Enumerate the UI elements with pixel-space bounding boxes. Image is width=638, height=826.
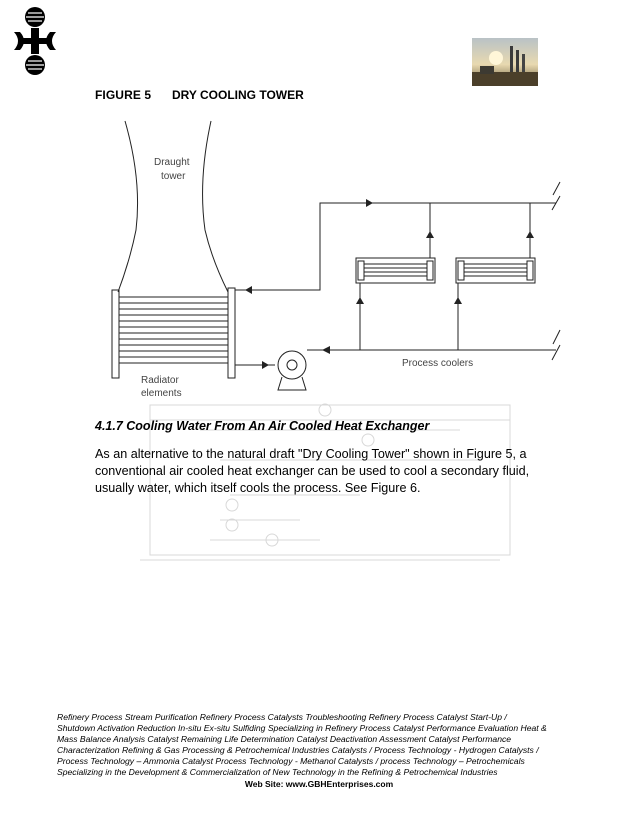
section-body: As an alternative to the natural draft "Dry Cooling Tower" shown in Figure 5, a conventional air cooled heat exchanger can be used to cool a secondary fluid, usually water, which itself cools the process. See Figure 6. — [95, 447, 530, 495]
draught-tower-label: Draught — [154, 157, 190, 168]
radiator-left-header — [112, 290, 119, 378]
radiator-label-2: elements — [141, 388, 182, 399]
arrow-into-radiator-icon — [245, 286, 252, 294]
pump-icon — [278, 351, 306, 390]
section-heading: 4.1.7 Cooling Water From An Air Cooled Heat Exchanger — [95, 419, 430, 433]
arrow-pump-inlet-icon — [262, 361, 269, 369]
process-cooler-2 — [456, 258, 535, 283]
draught-tower-right-wall — [203, 121, 228, 292]
footer-services: Refinery Process Stream Purification Refinery Process Catalysts Troubleshooting Refinery Process Catalyst Start-Up / Shutdown Activation Reduction In-situ Ex-situ Sulfiding Specializing in Refinery Process Catalyst Performance Evaluation Heat & Mass Balance Analysis Catalyst Remaining Life Determination Catalyst Deactivation Assessment Catalyst Performance Characterization Refining & Gas Processing & Petrochemical Industries Catalysts / Process Technology - Hydrogen Catalysts / Process Technology – Ammonia Catalyst Process Technology - Methanol Catalysts / process Technology – Petrochemicals Specializing in the Development & Commercialization of New Technology in the Refining & Petrochemical Industries — [57, 712, 547, 777]
process-coolers-label: Process coolers — [402, 358, 474, 369]
arrow-cooler2-in-icon — [454, 297, 462, 304]
radiator-label: Radiator — [141, 375, 179, 386]
figure-title: DRY COOLING TOWER — [172, 88, 304, 102]
pipe-break-top-icon — [552, 182, 560, 210]
pipe-break-bottom-icon — [552, 330, 560, 360]
process-cooler-1 — [356, 258, 435, 283]
footer-website[interactable]: Web Site: www.GBHEnterprises.com — [244, 779, 394, 789]
arrow-cooler2-out-icon — [526, 231, 534, 238]
arrow-cooler1-out-icon — [426, 231, 434, 238]
draught-tower-label-2: tower — [161, 171, 186, 182]
arrow-discharge-icon — [322, 346, 330, 354]
arrow-return-icon — [366, 199, 373, 207]
draught-tower-left-wall — [118, 121, 138, 292]
arrow-cooler1-in-icon — [356, 297, 364, 304]
radiator-tubes — [119, 297, 228, 363]
radiator-right-header — [228, 288, 235, 378]
return-line — [235, 203, 556, 290]
figure-label: FIGURE 5 — [95, 88, 152, 102]
